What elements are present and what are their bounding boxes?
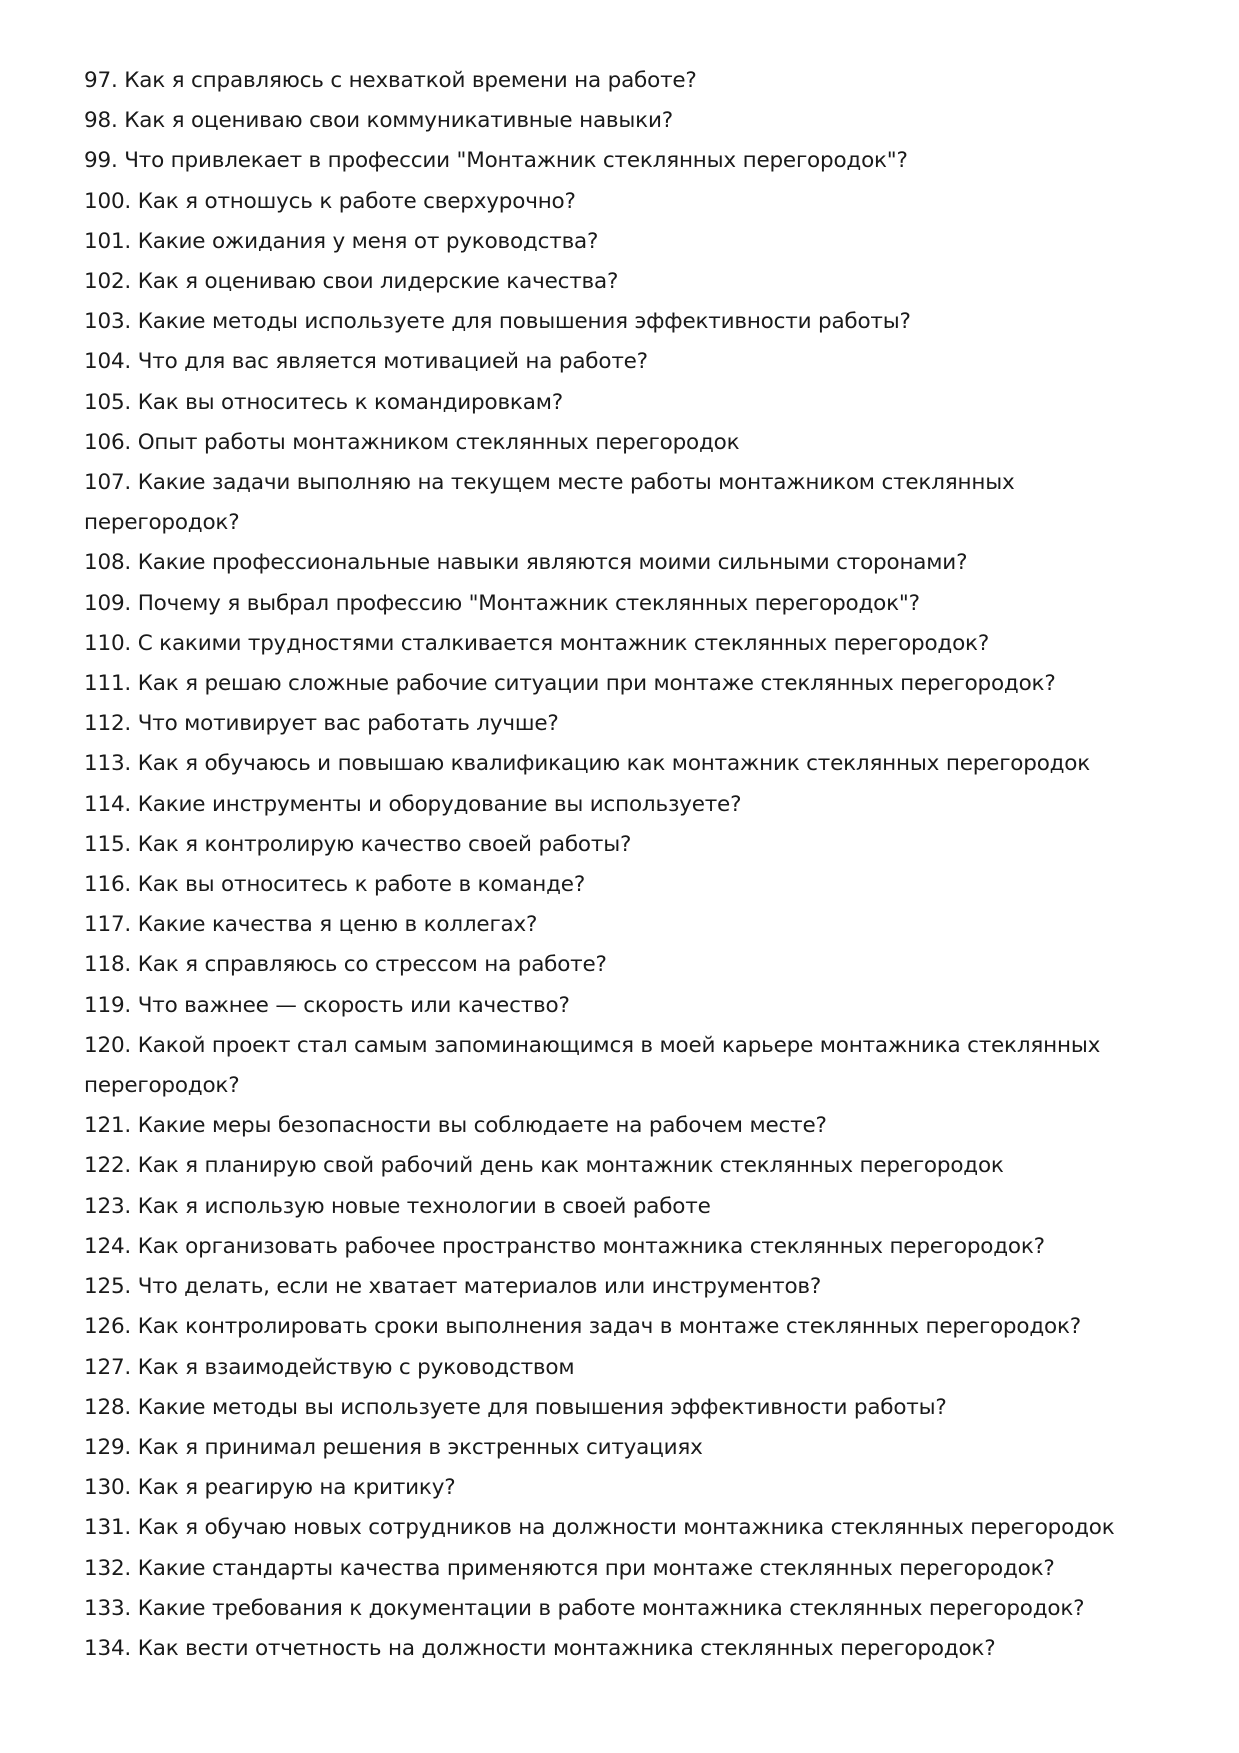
question-item: 119. Что важнее — скорость или качество? xyxy=(84,992,570,1018)
question-item: 111. Как я решаю сложные рабочие ситуации при монтаже стеклянных перегородок? xyxy=(84,671,1056,697)
question-item: 133. Какие требования к документации в работе монтажника стеклянных перегородок? xyxy=(84,1595,1085,1621)
question-item: 116. Как вы относитесь к работе в команде? xyxy=(84,872,586,898)
question-item: 108. Какие профессиональные навыки являются моими сильными сторонами? xyxy=(84,550,968,576)
question-item: 126. Как контролировать сроки выполнения задач в монтаже стеклянных перегородок? xyxy=(84,1314,1081,1340)
question-item: 99. Что привлекает в профессии "Монтажник стеклянных перегородок"? xyxy=(84,148,908,174)
question-item: 109. Почему я выбрал профессию "Монтажник стеклянных перегородок"? xyxy=(84,590,920,616)
question-item: 104. Что для вас является мотивацией на работе? xyxy=(84,349,648,375)
question-item: 123. Как я использую новые технологии в своей работе xyxy=(84,1193,711,1219)
question-item: 110. С какими трудностями сталкивается монтажник стеклянных перегородок? xyxy=(84,630,990,656)
question-item: 113. Как я обучаюсь и повышаю квалификацию как монтажник стеклянных перегородок xyxy=(84,751,1091,777)
question-item: 130. Как я реагирую на критику? xyxy=(84,1475,456,1501)
question-item: 117. Какие качества я ценю в коллегах? xyxy=(84,912,538,938)
question-item: 97. Как я справляюсь с нехваткой времени на работе? xyxy=(84,68,697,93)
question-item: 128. Какие методы вы используете для повышения эффективности работы? xyxy=(84,1394,947,1420)
question-item: 101. Какие ожидания у меня от руководства? xyxy=(84,228,599,254)
question-item: 115. Как я контролирую качество своей работы? xyxy=(84,831,632,857)
question-item: 125. Что делать, если не хватает материалов или инструментов? xyxy=(84,1274,822,1300)
question-item: 107. Какие задачи выполняю на текущем месте работы монтажником стеклянных перегородок? xyxy=(84,470,1015,536)
question-item: 124. Как организовать рабочее пространство монтажника стеклянных перегородок? xyxy=(84,1233,1045,1259)
question-item: 100. Как я отношусь к работе сверхурочно? xyxy=(84,188,576,214)
question-item: 103. Какие методы используете для повышения эффективности работы? xyxy=(84,309,911,335)
question-item: 120. Какой проект стал самым запоминающимся в моей карьере монтажника стеклянных перегородок? xyxy=(84,1032,1101,1099)
question-list xyxy=(84,61,1164,1669)
question-item: 106. Опыт работы монтажником стеклянных перегородок xyxy=(84,429,740,455)
question-item: 118. Как я справляюсь со стрессом на работе? xyxy=(84,952,607,978)
question-item: 112. Что мотивирует вас работать лучше? xyxy=(84,711,559,737)
question-item: 127. Как я взаимодействую с руководством xyxy=(84,1354,575,1380)
question-item: 98. Как я оцениваю свои коммуникативные навыки? xyxy=(84,108,673,134)
question-item: 114. Какие инструменты и оборудование вы используете? xyxy=(84,791,742,817)
question-item: 102. Как я оцениваю свои лидерские качества? xyxy=(84,269,619,295)
question-item: 129. Как я принимал решения в экстренных ситуациях xyxy=(84,1434,703,1460)
question-item: 105. Как вы относитесь к командировкам? xyxy=(84,389,563,415)
question-item: 131. Как я обучаю новых сотрудников на должности монтажника стеклянных перегородок xyxy=(84,1515,1115,1541)
question-item: 132. Какие стандарты качества применяются при монтаже стеклянных перегородок? xyxy=(84,1555,1055,1581)
question-item: 121. Какие меры безопасности вы соблюдаете на рабочем месте? xyxy=(84,1113,827,1139)
question-item: 122. Как я планирую свой рабочий день как монтажник стеклянных перегородок xyxy=(84,1153,1004,1179)
question-item: 134. Как вести отчетность на должности монтажника стеклянных перегородок? xyxy=(84,1635,996,1661)
